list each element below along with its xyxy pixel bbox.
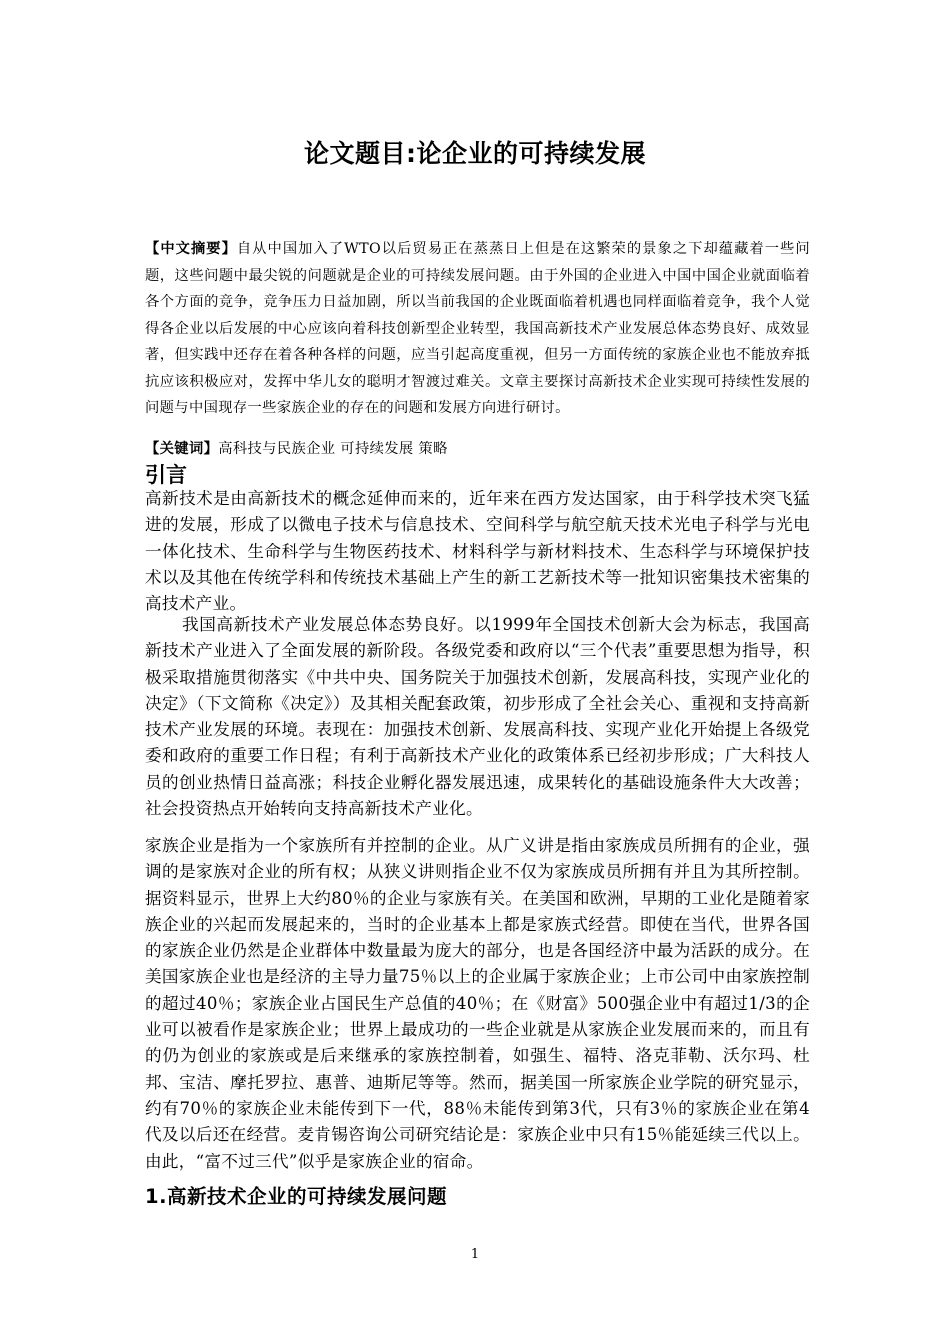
body-paragraph: 我国高新技术产业发展总体态势良好。以1999年全国技术创新大会为标志，我国高新技术产业进入了全面发展的新阶段。各级党委和政府以“三个代表”重要思想为指导，积极采取措施贯彻落实《中共中央、国务院关于加强技术创新，发展高科技，实现产业化的决定》（下文简称《决定》）及其相关配套政策，初步形成了全社会关心、重视和支持高新技术产业发展的环境。表现在：加强技术创新、发展高科技、实现产业化开始提上各级党委和政府的重要工作日程；有利于高新技术产业化的政策体系已经初步形成；广大科技人员的创业热情日益高涨；科技企业孵化器发展迅速，成果转化的基础设施条件大大改善；社会投资热点开始转向支持高新技术产业化。 [145, 615, 810, 819]
page-number: 1 [470, 1247, 480, 1262]
keywords-text: 高科技与民族企业 可持续发展 策略 [218, 441, 448, 457]
paper-title: 论文题目:论企业的可持续发展 [304, 139, 646, 168]
body-paragraph: 家族企业是指为一个家族所有并控制的企业。从广义讲是指由家族成员所拥有的企业，强调的是家族对企业的所有权；从狭义讲则指企业不仅为家族成员所拥有并且为其所控制。据资料显示，世界上大约80％的企业与家族有关。在美国和欧洲，早期的工业化是随着家族企业的兴起而发展起来的，当时的企业基本上都是家族式经营。即使在当代，世界各国的家族企业仍然是企业群体中数量最为庞大的部分，也是各国经济中最为活跃的成分。在美国家族企业也是经济的主导力量75％以上的企业属于家族企业；上市公司中由家族控制的超过40％；家族企业占国民生产总值的40％；在《财富》500强企业中有超过1/3的企业可以被看作是家族企业；世界上最成功的一些企业就是从家族企业发展而来的，而且有的仍为创业的家族或是后来继承的家族控制着，如强生、福特、洛克菲勒、沃尔玛、杜邦、宝洁、摩托罗拉、惠普、迪斯尼等等。然而，据美国一所家族企业学院的研究显示，约有70％的家族企业未能传到下一代，88％未能传到第3代，只有3％的家族企业在第4代及以后还在经营。麦肯锡咨询公司研究结论是：家族企业中只有15％能延续三代以上。由此，“富不过三代”似乎是家族企业的宿命。 [145, 836, 810, 1171]
abstract [145, 236, 810, 422]
section-heading: 1.高新技术企业的可持续发展问题 [145, 1185, 447, 1208]
keywords [145, 436, 810, 462]
intro-heading: 引言 [145, 463, 187, 487]
abstract-text: 自从中国加入了WTO以后贸易正在蒸蒸日上但是在这繁荣的景象之下却蕴藏着一些问题，这些问题中最尖锐的问题就是企业的可持续发展问题。由于外国的企业进入中国中国企业就面临着各个方面的竞争，竞争压力日益加剧，所以当前我国的企业既面临着机遇也同样面临着竞争，我个人觉得各企业以后发展的中心应该向着科技创新型企业转型，我国高新技术产业发展总体态势良好、成效显著，但实践中还存在着各种各样的问题，应当引起高度重视，但另一方面传统的家族企业也不能放弃抵抗应该积极应对，发挥中华儿女的聪明才智渡过难关。文章主要探讨高新技术企业实现可持续性发展的问题与中国现存一些家族企业的存在的问题和发展方向进行研讨。 [145, 241, 810, 416]
body-paragraph: 高新技术是由高新技术的概念延伸而来的，近年来在西方发达国家，由于科学技术突飞猛进的发展，形成了以微电子技术与信息技术、空间科学与航空航天技术光电子科学与光电一体化技术、生命科学与生物医药技术、材料科学与新材料技术、生态科学与环境保护技术以及其他在传统学科和传统技术基础上产生的新工艺新技术等一批知识密集技术密集的高技术产业。 [145, 489, 810, 614]
keywords-label: 【关键词】 [145, 441, 219, 457]
abstract-label: 【中文摘要】 [145, 241, 237, 257]
